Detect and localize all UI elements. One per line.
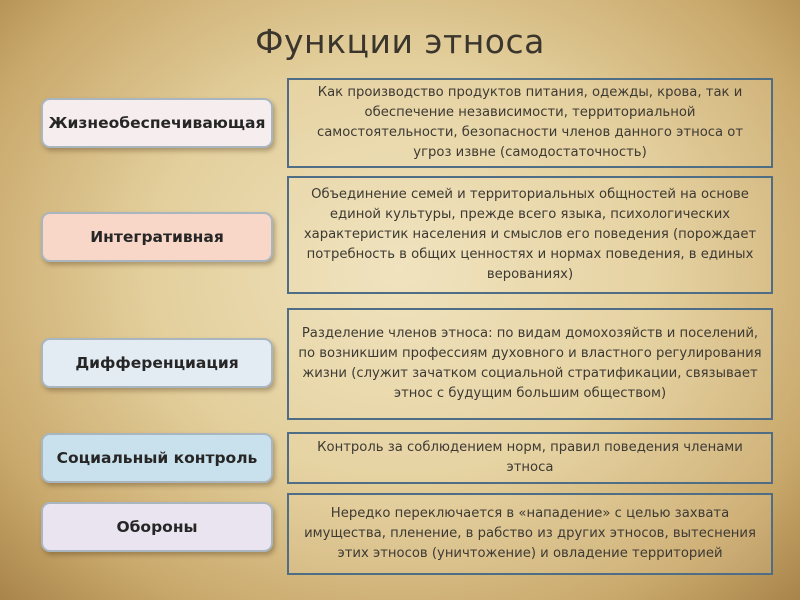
function-label-integrative: Интегративная bbox=[41, 212, 273, 262]
function-description-integrative: Объединение семей и территориальных общностей на основе единой культуры, прежде всего языка, психологических характеристик населения и смыслов его поведения (порождает потребность в общих ценностях и нормах поведения, в единых верованиях) bbox=[287, 176, 773, 294]
function-description-life-support: Как производство продуктов питания, одежды, крова, так и обеспечение независимости, территориальной самостоятельности, безопасности членов данного этноса от угроз извне (самодостаточность) bbox=[287, 78, 773, 168]
function-description-defense: Нередко переключается в «нападение» с целью захвата имущества, пленение, в рабство из других этносов, вытеснения этих этносов (уничтожение) и овладение территорией bbox=[287, 493, 773, 575]
function-label-differentiation: Дифференциация bbox=[41, 338, 273, 388]
function-description-differentiation: Разделение членов этноса: по видам домохозяйств и поселений, по возникшим профессиям духовного и властного регулирования жизни (служит зачатком социальной стратификации, связывает этнос с будущим большим обществом) bbox=[287, 308, 773, 420]
slide-title: Функции этноса bbox=[255, 22, 545, 61]
function-label-social-control: Социальный контроль bbox=[41, 433, 273, 483]
function-label-life-support: Жизнеобеспечивающая bbox=[41, 98, 273, 148]
function-description-social-control: Контроль за соблюдением норм, правил поведения членами этноса bbox=[287, 432, 773, 484]
function-label-defense: Обороны bbox=[41, 502, 273, 552]
